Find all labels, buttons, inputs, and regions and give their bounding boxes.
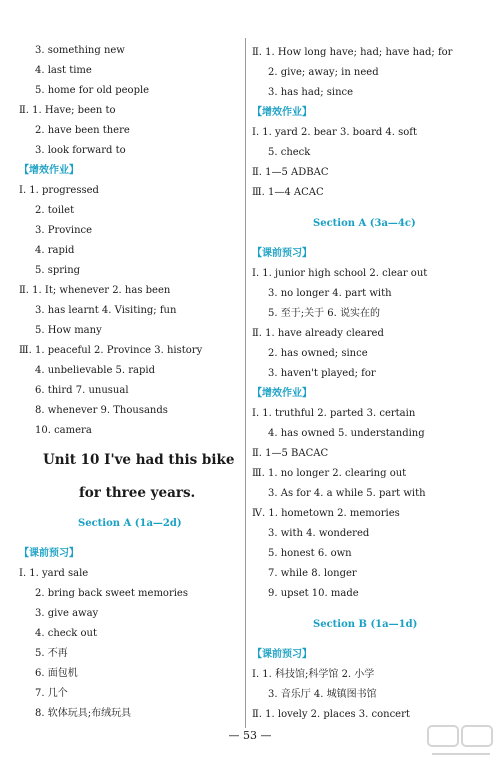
answer-line: 3. As for 4. a while 5. part with [268,488,426,499]
answer-line: Ⅰ. 1. yard sale [19,568,89,579]
section-heading: 【增效作业】 [252,388,312,399]
answer-line: Ⅱ. 1. have already cleared [252,328,384,339]
answer-line: 3. 音乐厅 4. 城镇图书馆 [268,689,377,700]
answer-line: 3. Province [35,225,93,236]
answer-line: 5. home for old people [35,85,150,96]
answer-line: Ⅰ. 1. progressed [19,185,99,196]
answer-line: 2. toilet [35,205,75,216]
answer-line: 5. honest 6. own [268,548,352,559]
answer-line: 3. with 4. wondered [268,528,370,539]
answer-line: 3. has learnt 4. Visiting; fun [35,305,177,316]
answer-line: 4. has owned 5. understanding [268,428,425,439]
answer-line: 5. How many [35,325,102,336]
answer-line: Ⅱ. 1. lovely 2. places 3. concert [252,709,410,720]
answer-line: Ⅰ. 1. junior high school 2. clear out [252,268,428,279]
answer-line: 5. 至于;关于 6. 说实在的 [268,308,380,319]
section-title: Section A (1a—2d) [78,518,182,529]
answer-line: 3. no longer 4. part with [268,288,392,299]
page-number: — 53 — [228,729,272,742]
answer-line: Ⅰ. 1. 科技馆;科学馆 2. 小学 [252,669,375,680]
answer-line: 2. give; away; in need [268,67,379,78]
answer-line: 6. 面包机 [35,668,78,679]
answer-line: Ⅰ. 1. yard 2. bear 3. board 4. soft [252,127,418,138]
answer-line: Ⅳ. 1. hometown 2. memories [252,508,400,519]
answer-line: 10. camera [35,425,92,436]
answer-line: 2. bring back sweet memories [35,588,188,599]
answer-line: 3. haven't played; for [268,368,376,379]
answer-line: 7. while 8. longer [268,568,357,579]
answer-line: Ⅱ. 1. Have; been to [19,105,116,116]
section-heading: 【课前预习】 [252,248,312,259]
watermark-logo-icon [426,722,496,762]
answer-line: 9. upset 10. made [268,588,359,599]
unit-title: Unit 10 I've had this bike [43,452,235,468]
answer-line: 4. last time [35,65,92,76]
answer-line: Ⅲ. 1—4 ACAC [252,187,324,198]
answer-line: Ⅱ. 1—5 BACAC [252,448,329,459]
answer-line: Ⅱ. 1—5 ADBAC [252,167,329,178]
answer-line: Ⅱ. 1. It; whenever 2. has been [19,285,171,296]
section-heading: 【课前预习】 [19,548,79,559]
answer-line: 8. 软体玩具;布绒玩具 [35,708,132,719]
answer-line: 4. rapid [35,245,75,256]
answer-line: 5. 不再 [35,648,68,659]
answer-line: 3. look forward to [35,145,126,156]
unit-title: for three years. [79,485,196,501]
column-divider [245,38,246,728]
answer-line: Ⅰ. 1. truthful 2. parted 3. certain [252,408,416,419]
answer-line: 5. spring [35,265,81,276]
answer-line: Ⅲ. 1. no longer 2. clearing out [252,468,407,479]
section-heading: 【课前预习】 [252,649,312,660]
answer-line: Ⅲ. 1. peaceful 2. Province 3. history [19,345,203,356]
answer-line: 4. unbelievable 5. rapid [35,365,156,376]
answer-line: 4. check out [35,628,97,639]
answer-line: 6. third 7. unusual [35,385,129,396]
answer-line: 3. give away [35,608,99,619]
answer-line: 5. check [268,147,311,158]
answer-line: 7. 几个 [35,688,68,699]
section-heading: 【增效作业】 [19,165,79,176]
section-title: Section B (1a—1d) [313,619,418,630]
section-title: Section A (3a—4c) [313,218,416,229]
answer-line: Ⅱ. 1. How long have; had; have had; for [252,47,453,58]
answer-line: 2. have been there [35,125,130,136]
answer-line: 3. something new [35,45,125,56]
answer-line: 3. has had; since [268,87,354,98]
answer-line: 8. whenever 9. Thousands [35,405,168,416]
answer-line: 2. has owned; since [268,348,368,359]
section-heading: 【增效作业】 [252,107,312,118]
